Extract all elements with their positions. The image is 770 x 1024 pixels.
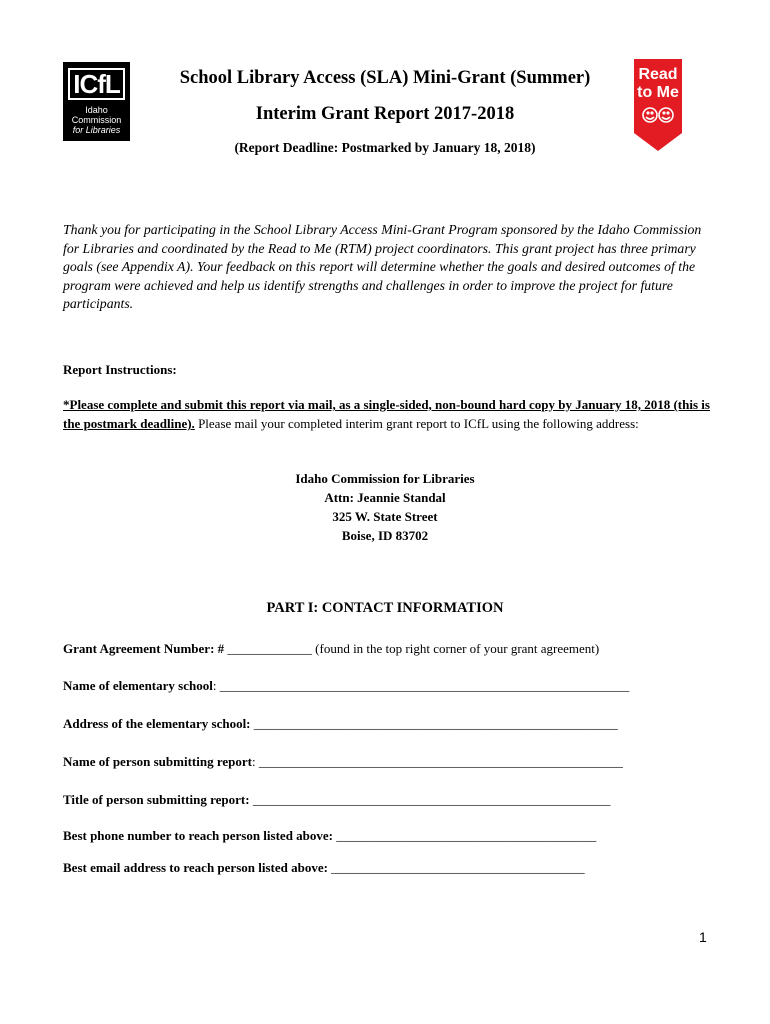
report-deadline: (Report Deadline: Postmarked by January 18, 2018) [234, 140, 536, 155]
field-label: Title of person submitting report: [63, 792, 250, 807]
field-label: Best phone number to reach person listed above: [63, 828, 333, 843]
icfl-logo-mark: ICfL [68, 68, 125, 100]
mailing-address [140, 469, 630, 545]
instructions-heading: Report Instructions: [63, 362, 177, 377]
submitter-name-field[interactable] [63, 754, 623, 770]
read-to-me-line2: to Me [637, 84, 679, 101]
field-blank[interactable]: : _______________________________________________________________ [212, 678, 630, 693]
icfl-logo-text: Idaho Commission for Libraries [71, 105, 122, 135]
report-title: School Library Access (SLA) Mini-Grant (Summer) [179, 68, 591, 88]
page-number: 1 [699, 929, 707, 945]
email-field[interactable] [63, 860, 585, 876]
grant-number-field[interactable] [63, 641, 599, 657]
address-line: 325 W. State Street [332, 509, 438, 524]
report-subtitle: Interim Grant Report 2017-2018 [255, 104, 515, 124]
instructions-paragraph [63, 395, 713, 433]
submitter-title-field[interactable] [63, 792, 610, 808]
field-label: Name of elementary school [63, 678, 213, 693]
field-label: Grant Agreement Number: # [63, 641, 225, 656]
field-blank[interactable]: ________________________________________ [333, 828, 597, 843]
address-line: Boise, ID 83702 [341, 528, 429, 543]
school-address-field[interactable] [63, 716, 618, 732]
field-blank[interactable]: _______________________________________________________ [249, 792, 611, 807]
read-to-me-logo [632, 57, 684, 153]
field-blank[interactable]: ________________________________________________________ [250, 716, 618, 731]
field-blank[interactable]: _______________________________________ [327, 860, 585, 875]
section-heading-contact: PART I: CONTACT INFORMATION [266, 600, 504, 616]
address-line: Idaho Commission for Libraries [295, 471, 475, 486]
icfl-logo [63, 62, 130, 141]
field-label: Best email address to reach person listed above: [63, 860, 328, 875]
instructions-body: Please mail your completed interim grant report to ICfL using the following address: [194, 416, 639, 431]
instructions-emphasis: *Please complete and submit this report via mail, as a single-sided, non-bound hard copy by January 18, 2018 (this is the postmark deadline). [63, 397, 710, 431]
field-blank[interactable]: _____________ [224, 641, 316, 656]
field-label: Name of person submitting report [63, 754, 252, 769]
intro-paragraph: Thank you for participating in the School Library Access Mini-Grant Program sponsored by the Idaho Commission for Libraries and coordinated by the Read to Me (RTM) project coordinators. This grant project has three primary goals (see Appendix A). Your feedback on this report will determine whether the goals and desired outcomes of the program were achieved and help us identify strengths and challenges in order to improve the project for future participants. [63, 222, 702, 312]
address-line: Attn: Jeannie Standal [324, 490, 446, 505]
school-name-field[interactable] [63, 678, 629, 694]
phone-field[interactable] [63, 828, 596, 844]
field-blank[interactable]: : ________________________________________________________ [251, 754, 623, 769]
field-note: (found in the top right corner of your grant agreement) [315, 641, 600, 656]
field-label: Address of the elementary school: [63, 716, 251, 731]
read-to-me-line1: Read [638, 66, 678, 83]
